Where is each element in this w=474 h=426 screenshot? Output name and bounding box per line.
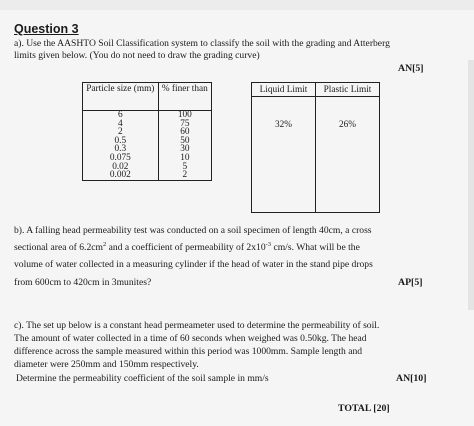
particle-size-cell: 2	[83, 128, 159, 137]
part-b-marks: AP[5]	[398, 277, 423, 288]
grading-table-header-row	[83, 83, 212, 111]
table-row	[83, 154, 212, 163]
part-c-line-2: The amount of water collected in a time of 60 seconds when weighed was 0.50kg. The head	[14, 333, 367, 344]
particle-size-cell: 0.002	[83, 171, 159, 180]
particle-size-cell: 0.075	[83, 154, 159, 163]
percent-finer-cell: 50	[158, 137, 211, 146]
particle-size-cell: 0.3	[83, 145, 159, 154]
particle-size-cell: 4	[83, 120, 159, 129]
permeability-exponent: -3	[265, 240, 272, 248]
part-b-line-2-end: cm/s. What will be the	[271, 242, 360, 253]
percent-finer-cell: 30	[158, 145, 211, 154]
grading-table	[82, 82, 212, 181]
question-heading: Question 3	[14, 22, 79, 36]
grading-col-percent-finer: % finer than	[158, 83, 211, 111]
top-strip	[0, 0, 474, 10]
percent-finer-cell: 5	[158, 163, 211, 172]
table-row	[83, 163, 212, 172]
limits-value-row	[252, 97, 380, 213]
part-b-line-2-middle: and a coefficient of permeability of 2x10	[106, 242, 266, 253]
part-c-line-4: diameter were 250mm and 150mm respectively.	[14, 359, 199, 370]
part-b-line-1: b). A falling head permeability test was conducted on a soil specimen of length 40cm, a cross	[14, 225, 372, 236]
page-edge-shadow	[468, 60, 474, 310]
table-row	[83, 171, 212, 180]
table-row	[83, 137, 212, 146]
part-c-marks: AN[10]	[396, 373, 427, 384]
percent-finer-cell: 75	[158, 120, 211, 129]
particle-size-cell: 6	[83, 111, 159, 120]
grading-col-particle-size: Particle size (mm)	[83, 83, 159, 111]
atterberg-limits-table	[251, 82, 380, 213]
liquid-limit-value: 32%	[252, 97, 316, 213]
plastic-limit-value: 26%	[316, 97, 380, 213]
total-marks: TOTAL [20]	[338, 403, 390, 414]
part-a-line-1: a). Use the AASHTO Soil Classification system to classify the soil with the grading and Atterberg	[14, 38, 390, 49]
part-c-line-5: Determine the permeability coefficient of the soil sample in mm/s	[16, 373, 269, 384]
part-b-line-2	[14, 242, 360, 253]
plastic-limit-header: Plastic Limit	[316, 83, 380, 97]
part-b-line-2-start: sectional area of 6.2cm	[14, 242, 103, 253]
table-row	[83, 111, 212, 120]
part-c-line-3: difference across the sample measured within this period was 1000mm. Sample length and	[14, 346, 363, 357]
part-a-marks: AN[5]	[398, 63, 424, 74]
table-row	[83, 120, 212, 129]
part-c-line-1: c). The set up below is a constant head permeameter used to determine the permeability of soil.	[14, 320, 380, 331]
limits-header-row	[252, 83, 380, 97]
percent-finer-cell: 10	[158, 154, 211, 163]
part-b-line-4: from 600cm to 420cm in 3munites?	[14, 277, 152, 288]
percent-finer-cell: 2	[158, 171, 211, 180]
part-a-line-2: limits given below. (You do not need to draw the grading curve)	[14, 50, 260, 61]
table-row	[83, 128, 212, 137]
particle-size-cell: 0.02	[83, 163, 159, 172]
part-b-line-3: volume of water collected in a measuring cylinder if the head of water in the stand pipe drops	[14, 259, 373, 270]
percent-finer-cell: 60	[158, 128, 211, 137]
table-row	[83, 145, 212, 154]
particle-size-cell: 0.5	[83, 137, 159, 146]
percent-finer-cell: 100	[158, 111, 211, 120]
area-exponent: 2	[102, 240, 107, 248]
liquid-limit-header: Liquid Limit	[252, 83, 316, 97]
